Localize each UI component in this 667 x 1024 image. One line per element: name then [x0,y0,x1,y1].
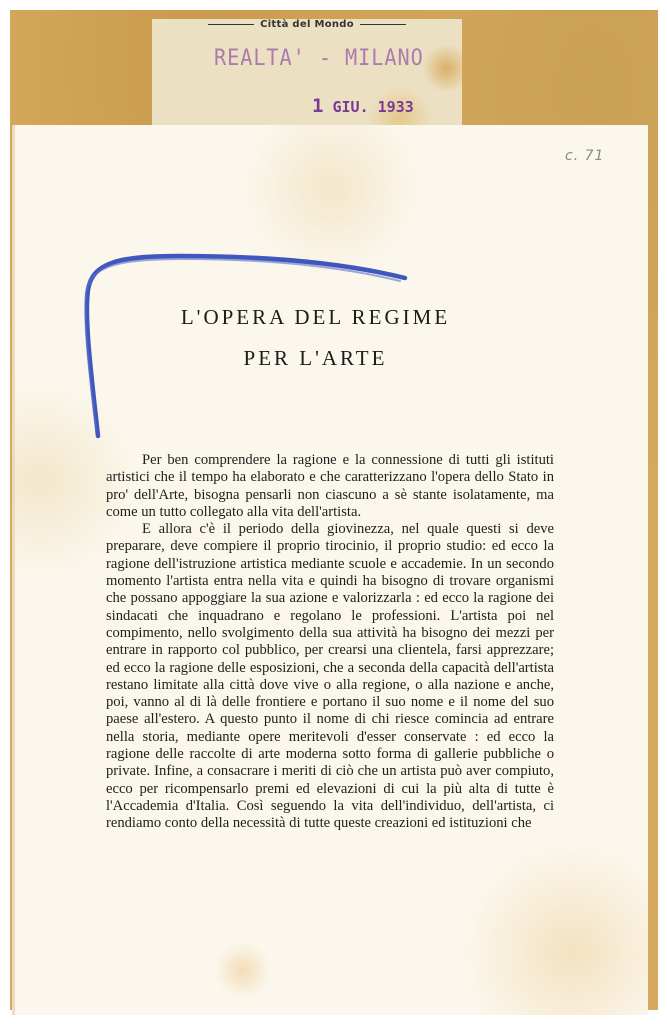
handwritten-page-note: c. 71 [565,148,605,164]
clipping-source: Città del Mondo [260,19,354,30]
clipping-header [152,19,462,30]
article-title-line-2: PER L'ARTE [243,346,388,370]
press-clipping-label [152,19,462,129]
publication-stamp: REALTA' - MILANO [214,46,424,71]
divider [208,24,254,25]
date-stamp [312,95,414,117]
paragraph: Per ben comprendere la ragione e la connessione di tutti gli istituti artistici che il tempo ha elaborato e che caratterizzano l'opera dello Stato in pro' dell'Arte, bisogna pensarli non ciascuno a sè stante isolatamente, ma come un tutto collegato alla vita dell'artista. [106,452,554,520]
article-title-line-1: L'OPERA DEL REGIME [180,305,451,329]
date-stamp-month-year: GIU. 1933 [332,98,414,116]
divider [360,24,406,25]
article-body [106,452,554,833]
date-stamp-day: 1 [312,95,324,117]
paragraph: E allora c'è il periodo della giovinezza, nel quale questi si deve preparare, deve compiere il proprio tirocinio, il proprio studio: ed ecco la ragione dell'istruzione artistica mediante scuole e accademie. In un secondo momento l'artista entra nella vita e quindi ha bisogno di trovare organismi che possano appoggiare la sua azione e valorizzarla : ed ecco la ragione dei sindacati che inquadrano e regolano le professioni. L'artista poi nel compimento, nello svolgimento della sua attività ha bisogno dei mezzi per entrare in rapporto col pubblico, per crearsi una clientela, farsi apprezzare; ed ecco la ragione delle esposizioni, che a seconda della capacità dell'artista restano limitate alla città dove vive o alla regione, o alla nazione e anche, poi, vanno al di là delle frontiere e portano il suo nome e il nome del suo paese all'estero. A questo punto il nome di chi riesce comincia ad entrare nella storia, mediante opere meritevoli d'esser conservate : ed ecco la ragione delle raccolte di arte moderna sotto forma di gallerie pubbliche o private. Infine, a consacrare i meriti di ciò che un artista può aver compiuto, ecco per ricompensarlo premi ed elevazioni di cui la più alta di tutte è l'Accademia d'Italia. Così seguendo la vita dell'individuo, dell'artista, ci rendiamo conto della necessità di tutte queste creazioni ed istituzioni che [106,521,554,832]
